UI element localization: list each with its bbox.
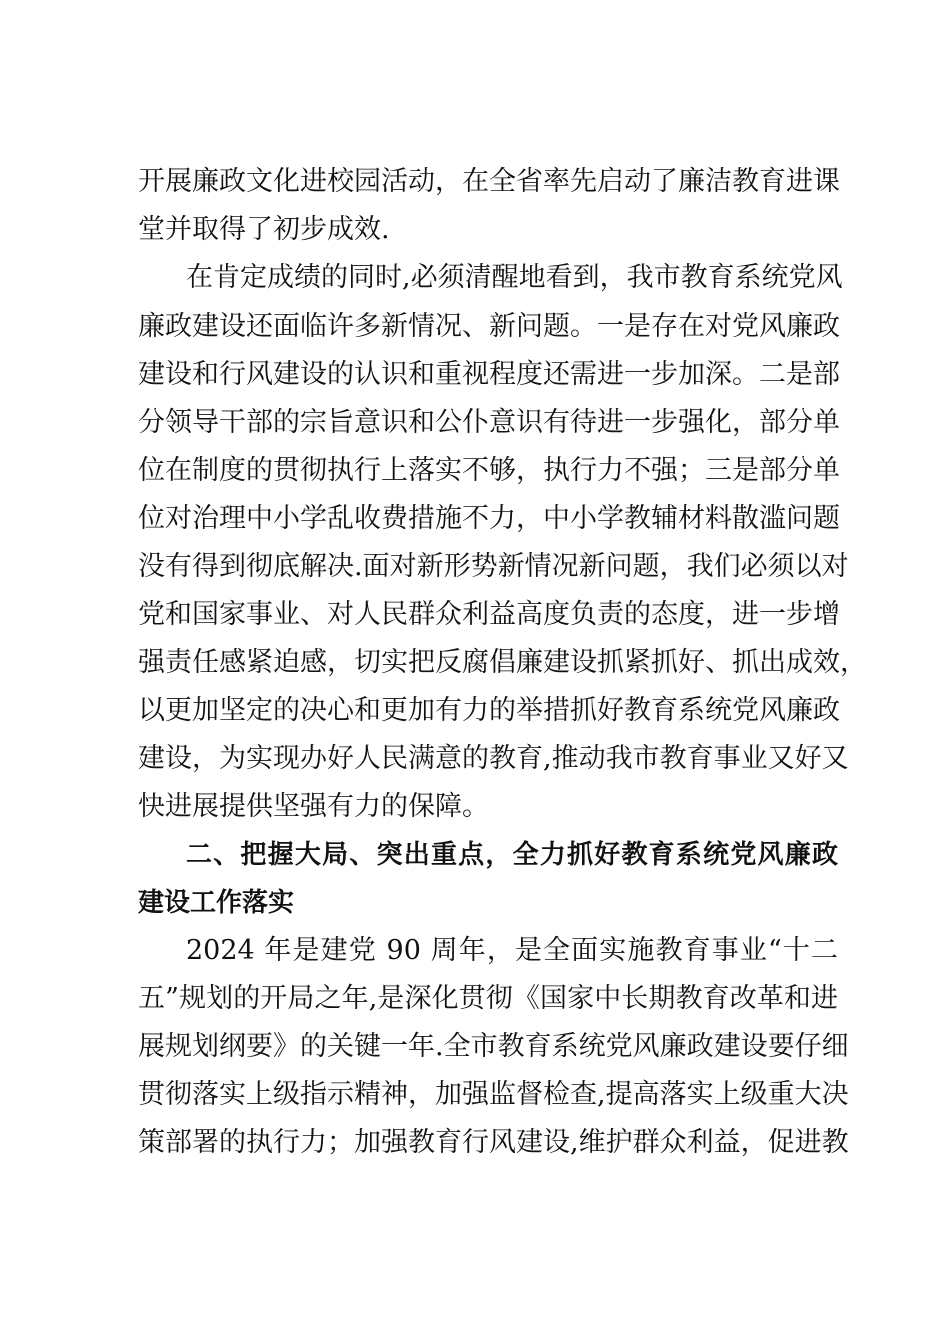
paragraph-2-line-9: 强责任感紧迫感，切实把反腐倡廉建设抓紧抓好、抓出成效， [138,647,867,678]
paragraph-2-line-12: 快进展提供坚强有力的保障。 [138,791,489,822]
paragraph-2-line-11: 建设，为实现办好人民满意的教育,推动我市教育事业又好又 [138,743,849,774]
paragraph-2-line-8: 党和国家事业、对人民群众利益高度负责的态度，进一步增 [138,599,840,630]
paragraph-2-line-2: 廉政建设还面临许多新情况、新问题。一是存在对党风廉政 [138,311,840,342]
paragraph-3-line-5: 策部署的执行力；加强教育行风建设,维护群众利益，促进教 [138,1127,849,1158]
paragraph-1-line-1: 开展廉政文化进校园活动，在全省率先启动了廉洁教育进课 [138,166,840,197]
paragraph-2-line-3: 建设和行风建设的认识和重视程度还需进一步加深。二是部 [138,359,840,390]
paragraph-2-line-5: 位在制度的贯彻执行上落实不够，执行力不强；三是部分单 [138,455,840,486]
paragraph-3-line-4: 贯彻落实上级指示精神，加强监督检查,提高落实上级重大决 [138,1079,849,1110]
paragraph-2-line-4: 分领导干部的宗旨意识和公仆意识有待进一步强化，部分单 [138,407,840,438]
paragraph-3-line-1: 2024 年是建党 90 周年，是全面实施教育事业“十二 [186,935,838,966]
paragraph-2-line-1: 在肯定成绩的同时,必须清醒地看到，我市教育系统党风 [186,262,843,293]
section-heading-line-2: 建设工作落实 [138,888,295,918]
section-heading-line-1: 二、把握大局、突出重点，全力抓好教育系统党风廉政 [186,840,838,870]
paragraph-2-line-7: 没有得到彻底解决.面对新形势新情况新问题，我们必须以对 [138,551,849,582]
paragraph-2-line-6: 位对治理中小学乱收费措施不力，中小学教辅材料散滥问题 [138,503,840,534]
paragraph-2-line-10: 以更加坚定的决心和更加有力的举措抓好教育系统党风廉政 [138,695,840,726]
paragraph-1-line-2: 堂并取得了初步成效. [138,214,390,245]
paragraph-3-line-2: 五”规划的开局之年,是深化贯彻《国家中长期教育改革和进 [138,983,838,1014]
paragraph-3-line-3: 展规划纲要》的关键一年.全市教育系统党风廉政建设要仔细 [138,1031,849,1062]
